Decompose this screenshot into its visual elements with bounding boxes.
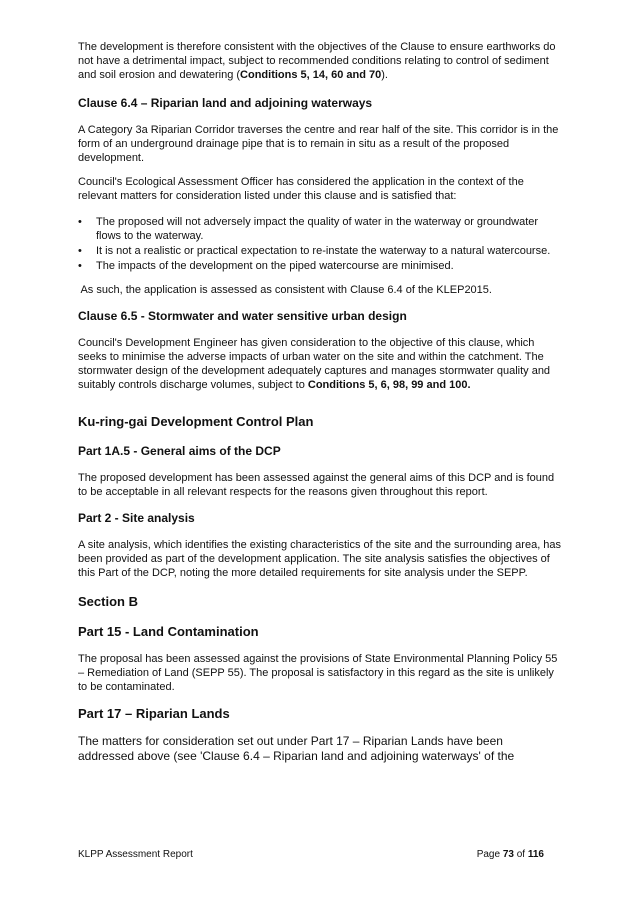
conditions-reference: Conditions 5, 14, 60 and 70	[240, 69, 382, 81]
page-of: of	[513, 849, 528, 860]
bullet-list	[78, 215, 562, 273]
paragraph-text: Council's Development Engineer has given consideration to the objective of this clause, which seeks to minimise the adverse impacts of urban water on the site and within the catchment. The stormwater design of the development adequately captures and manages stormwater quality and suitably controls discharge volumes, subject to	[78, 337, 551, 391]
list-item-text: The proposed will not adversely impact the quality of water in the waterway or groundwater flows to the waterway.	[96, 216, 539, 242]
paragraph-earthworks	[78, 40, 562, 82]
page-footer	[78, 849, 544, 861]
page-prefix: Page	[476, 849, 503, 860]
current-page: 73	[502, 849, 514, 860]
heading-section-b: Section B	[78, 594, 138, 609]
paragraph-contamination: The proposal has been assessed against the provisions of State Environmental Planning Policy 55 – Remediation of Land (SEPP 55). The proposal is satisfactory in this regard as the site is unlikely to be contaminated.	[78, 653, 558, 693]
paragraph-assessed-consistent: As such, the application is assessed as consistent with Clause 6.4 of the KLEP2015.	[78, 284, 492, 296]
paragraph-stormwater	[78, 336, 562, 392]
heading-part-2: Part 2 - Site analysis	[78, 511, 195, 525]
page-number	[477, 849, 544, 861]
list-item	[78, 259, 562, 273]
heading-clause-6-5: Clause 6.5 - Stormwater and water sensitive urban design	[78, 309, 407, 323]
footer-report-title: KLPP Assessment Report	[78, 849, 193, 860]
bullet-icon: •	[78, 216, 82, 228]
conditions-reference: Conditions 5, 6, 98, 99 and 100.	[307, 379, 471, 391]
heading-part-17: Part 17 – Riparian Lands	[78, 706, 230, 721]
heading-part-15: Part 15 - Land Contamination	[78, 624, 259, 639]
heading-clause-6-4: Clause 6.4 – Riparian land and adjoining waterways	[78, 96, 373, 110]
bullet-icon: •	[78, 245, 82, 257]
heading-part-1a5: Part 1A.5 - General aims of the DCP	[78, 444, 281, 458]
paragraph-text: The development is therefore consistent with the objectives of the Clause to ensure earthworks do not have a detrimental impact, subject to recommended conditions relating to control of sediment and soil erosion and dewatering (	[78, 41, 556, 81]
bullet-icon: •	[78, 260, 82, 272]
paragraph-end: ).	[381, 69, 388, 81]
list-item	[78, 244, 562, 258]
list-item-text: It is not a realistic or practical expectation to re-instate the waterway to a natural watercourse.	[96, 245, 551, 257]
paragraph-ecological-officer: Council's Ecological Assessment Officer has considered the application in the context of the relevant matters for consideration listed under this clause and is satisfied that:	[78, 176, 524, 202]
document-page	[78, 40, 562, 764]
list-item	[78, 215, 562, 243]
total-pages: 116	[527, 849, 544, 860]
heading-dcp: Ku-ring-gai Development Control Plan	[78, 414, 314, 429]
paragraph-riparian-lands: The matters for consideration set out under Part 17 – Riparian Lands have been addressed above (see 'Clause 6.4 – Riparian land and adjoining waterways' of the	[78, 734, 515, 763]
paragraph-general-aims: The proposed development has been assessed against the general aims of this DCP and is found to be acceptable in all relevant respects for the reasons given throughout this report.	[78, 472, 555, 498]
list-item-text: The impacts of the development on the piped watercourse are minimised.	[96, 260, 454, 272]
paragraph-riparian-corridor: A Category 3a Riparian Corridor traverses the centre and rear half of the site. This corridor is in the form of an underground drainage pipe that is to remain in situ as a result of the proposed development.	[78, 124, 559, 164]
paragraph-site-analysis: A site analysis, which identifies the existing characteristics of the site and the surrounding area, has been provided as part of the development application. The site analysis satisfies the objectives of this Part of the DCP, noting the more detailed requirements for site analysis under the SEPP.	[78, 539, 562, 579]
